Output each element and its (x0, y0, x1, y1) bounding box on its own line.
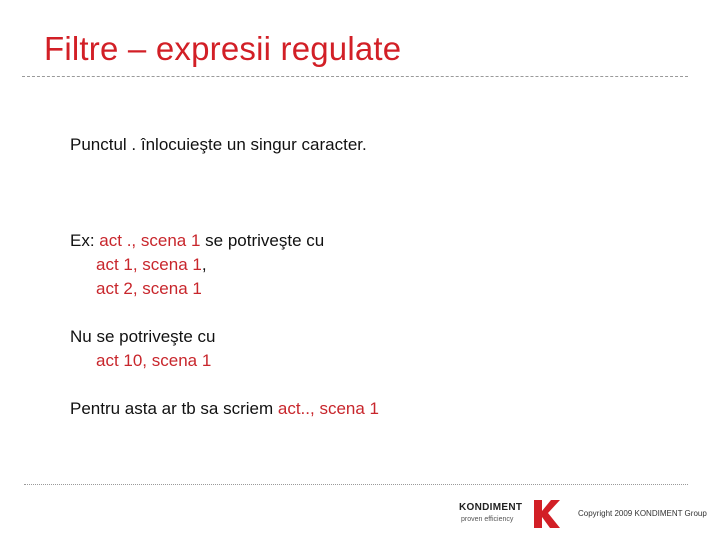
slide-title: Filtre – expresii regulate (44, 30, 402, 67)
kondiment-logo (459, 500, 559, 530)
match-example-1: act 1, scena 1, (96, 255, 207, 274)
title-divider (22, 76, 688, 77)
match-example-2: act 2, scena 1 (96, 279, 202, 298)
dot-description: Punctul . înlocuieşte un singur caracter. (70, 135, 367, 154)
example-pattern: act ., scena 1 (99, 231, 201, 250)
fix-prefix: Pentru asta ar tb sa scriem (70, 399, 278, 418)
logo-brand: KONDIMENT (459, 502, 523, 513)
slide-content (70, 133, 670, 421)
footer-divider (24, 484, 688, 485)
example-prefix: Ex: (70, 231, 100, 250)
nomatch-example: act 10, scena 1 (96, 351, 212, 370)
example-suffix: se potriveşte cu (200, 231, 325, 250)
nomatch-line: Nu se potriveşte cu (70, 327, 216, 346)
logo-tagline: proven efficiency (461, 516, 514, 523)
fix-pattern: act.., scena 1 (277, 399, 379, 418)
example-line (70, 229, 670, 253)
fix-line (70, 397, 670, 421)
copyright-text: Copyright 2009 KONDIMENT Group (578, 509, 707, 518)
kondiment-k-logo-icon (531, 498, 561, 530)
